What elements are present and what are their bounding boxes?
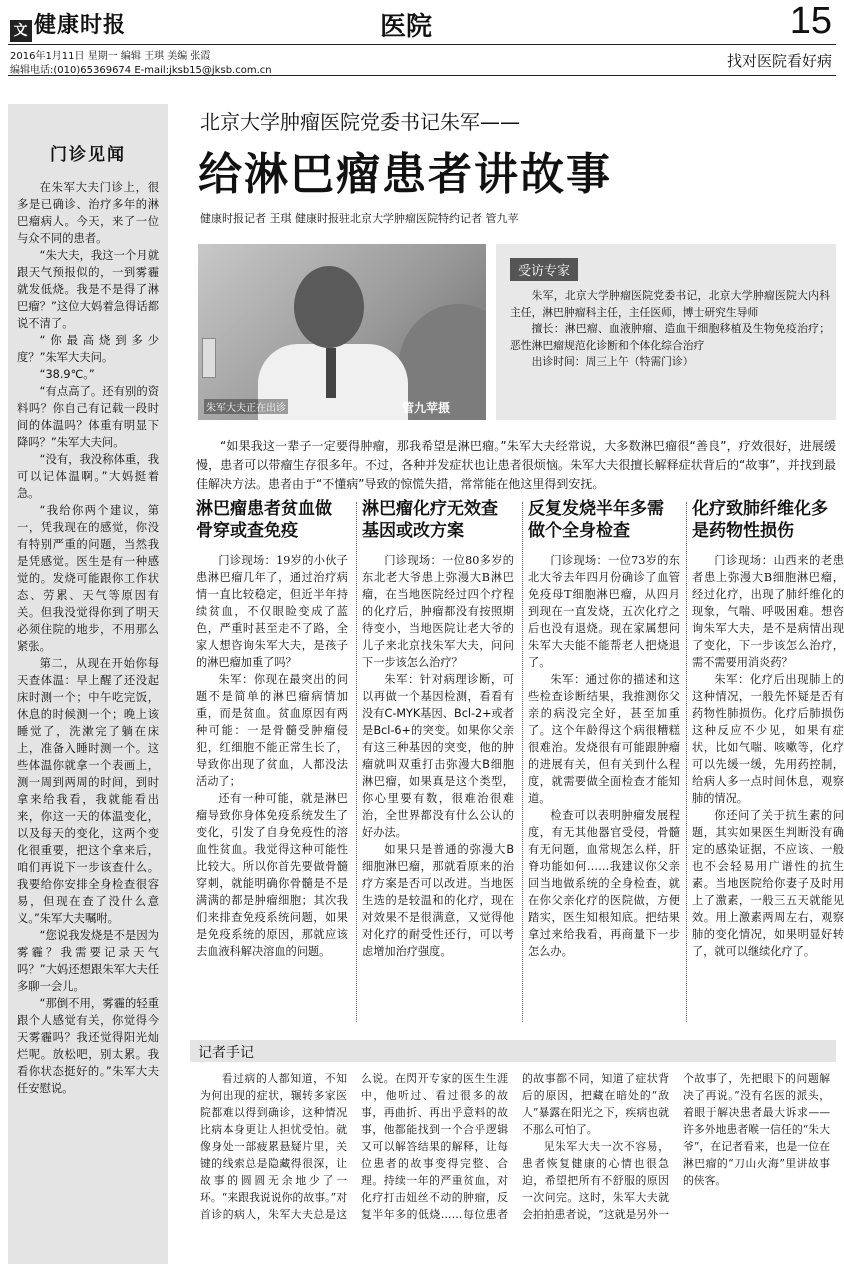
- sidebar-clinic-notes: [8, 104, 168, 1264]
- column-pulmonary-fibrosis: [692, 498, 844, 960]
- notes-body: [200, 1070, 830, 1260]
- notes-title: 记者手记: [198, 1045, 254, 1061]
- column-paragraph: 如果只是普通的弥漫大B细胞淋巴瘤，那就看原来的治疗方案是否可以改进。当地医生选的是较温和的化疗，现在对效果不是很满意，又觉得他对化疗的耐受性还行，可以考虑增加治疗强度。: [362, 843, 514, 958]
- expert-clinic-time: 出诊时间：周三上午（特需门诊）: [531, 355, 694, 368]
- column-divider: [522, 502, 523, 1022]
- newspaper-logo: [10, 8, 126, 42]
- sidebar-paragraph: 在朱军大夫门诊上，很多是已确诊、治疗多年的淋巴瘤病人。今天，来了一位与众不同的患者。: [17, 181, 159, 245]
- logo-text: 健康时报: [34, 12, 127, 38]
- meta-line-contact: 编辑电话:(010)65369674 E-mail:jksb15@jksb.com.cn: [10, 65, 272, 76]
- sidebar-paragraph: “有点高了。还有别的资料吗？你自己有记载一段时间的体温吗？体重有明显下降吗？”朱军大夫问。: [17, 385, 159, 449]
- article-byline: 健康时报记者 王琪 健康时报驻北京大学肿瘤医院特约记者 管九苹: [200, 212, 519, 225]
- sidebar-paragraph: “我给你两个建议，第一，凭我现在的感觉，你没有特别严重的问题，当然我是凭感觉。医生是有一种感觉的。发烧可能跟你工作状态、劳累、天气等原因有关。但我没觉得你到了明天必须住院的地步，不用那么紧张。: [17, 504, 159, 653]
- photo-caption: 朱军大夫正在出诊: [204, 399, 288, 414]
- meta-line-date: 2016年1月11日 星期一 编辑 王琪 美编 张霞: [10, 51, 211, 62]
- bottle-shape: [202, 338, 216, 378]
- column-title: 反复发烧半年多需做个全身检查: [528, 499, 664, 541]
- expert-bio: 朱军，北京大学肿瘤医院党委书记，北京大学肿瘤医院大内科主任，淋巴肿瘤科主任，主任医师，博士研究生导师: [510, 289, 830, 319]
- logo-mark-icon: 文: [10, 20, 32, 42]
- column-divider: [356, 502, 357, 1022]
- header-rule: [8, 44, 836, 45]
- column-anemia: [196, 498, 348, 960]
- sidebar-paragraph: “那倒不用，雾霾的轻重跟个人感觉有关，你觉得今天雾霾吗？我还觉得阳光灿烂呢。放松吧，别太累。我看你状态挺好的。”朱军大夫任安慰说。: [17, 997, 159, 1095]
- column-paragraph: 还有一种可能，就是淋巴瘤导致你身体免疫系统发生了变化，引发了自身免疫性的溶血性贫血。我觉得这种可能性比较大。所以你首先要做骨髓穿刺，就能明确你骨髓是不是满满的都是肿瘤细胞；其次我们来排查免疫系统问题，如果是免疫系统的原因，那就应该去血液科解决溶血的问题。: [196, 792, 348, 958]
- column-paragraph: 朱军：化疗后出现肺上的这种情况，一般先怀疑是否有药物性肺损伤。化疗后肺损伤这种反应不少见，如果有症状，比如气喘、咳嗽等，化疗可以先缓一缓，先用药控制，给病人多一点时间休息，观察肺的情况。: [692, 673, 844, 805]
- sidebar-paragraph: “没有，我没称体重，我可以记体温啊。”大妈挺着急。: [17, 453, 159, 500]
- doctor-photo: [198, 244, 486, 420]
- column-paragraph: 门诊现场：一位73岁的东北大爷去年四月份确诊了血管免疫母T细胞淋巴瘤，从四月到现在一直发烧，五次化疗之后也没有退烧。现在家属想问朱军大夫能不能帮老人把烧退了。: [528, 554, 680, 669]
- notes-paragraph: 见朱军大夫一次不容易，患者恢复健康的心情也很急迫，希望把所有不舒服的原因一次问完。这时，朱军大夫就会拍拍患者说，“这就是另外一个故事了，先把眼下的问题解决了再说。”没有名医的派头，着眼于解决患者最大诉求——许多外地患者喉一信任的“朱大爷”，在记者看来，也是一位在淋巴瘤的“刀山火海”里讲故事的侠客。: [522, 1072, 830, 1221]
- article-headline: 给淋巴瘤患者讲故事: [198, 149, 612, 200]
- notes-header-bar: [190, 1040, 836, 1062]
- column-paragraph: 门诊现场：一位80多岁的东北老大爷患上弥漫大B淋巴瘤，在当地医院经过四个疗程的化疗后，肿瘤都没有按照期待变小，当地医院让老大爷的儿子来北京找朱军大夫，问问下一步该怎么治疗？: [362, 554, 514, 669]
- page-number: 15: [789, 0, 832, 42]
- sidebar-paragraph: 第二，从现在开始你每天查体温：早上醒了还没起床时测一个；中午吃完饭，休息的时候测一个；晚上该睡觉了，洗漱完了躺在床上，准备入睡时测一个。这些体温你就拿一个表画上，测一周到两周的时间，到时拿来给我看，我就能看出来，你这一天的体温变化，以及每天的变化，这两个变化很重要，把这个拿来后，咱们再说下一步该查什么。我要给你安排全身检查很容易，但现在查了没什么意义。”朱军大夫嘱咐。: [17, 657, 159, 925]
- column-title: 化疗致肺纤维化多是药物性损伤: [692, 499, 828, 541]
- expert-label: 受访专家: [510, 258, 578, 281]
- sidebar-paragraph: “38.9℃。”: [39, 368, 95, 381]
- photo-credit: 管九苹摄: [401, 401, 450, 415]
- sidebar-paragraph: “您说我发烧是不是因为雾霾？我需要记录天气吗？”大妈还想跟朱军大夫任多聊一会儿。: [17, 929, 159, 993]
- column-paragraph: 你还问了关于抗生素的问题，其实如果医生判断没有确定的感染证据，不应该、一般也不会轻易用广谱性的抗生素。当地医院给你妻子及时用上了激素，一般三五天就能见效。用上激素两周左右，观察肺的变化情况，如果明显好转了，就可以继续化疗了。: [692, 809, 844, 958]
- expert-specialty: 擅长：淋巴瘤、血液肿瘤、造血干细胞移植及生物免疫治疗；恶性淋巴瘤规范化诊断和个体化综合治疗: [510, 322, 830, 352]
- page-tagline: 找对医院看好病: [726, 52, 832, 70]
- column-paragraph: 朱军：你现在最突出的问题不是简单的淋巴瘤病情加重，而是贫血。贫血原因有两种可能：一是骨髓受肿瘤侵犯，红细胞不能正常生长了，导致你出现了贫血，人都没法活动了；: [196, 673, 348, 788]
- section-title: 医院: [380, 12, 433, 42]
- column-title: 淋巴瘤化疗无效查基因或改方案: [362, 499, 498, 541]
- column-title: 淋巴瘤患者贫血做骨穿或查免疫: [196, 499, 332, 541]
- sidebar-paragraph: “你最高烧到多少度？”朱军大夫问。: [17, 334, 159, 364]
- sidebar-title: 门诊见闻: [50, 145, 126, 165]
- column-paragraph: 朱军：通过你的描述和这些检查诊断结果，我推测你父亲的病没完全好，甚至加重了。这个年龄得这个病很糟糕很难治。发烧很有可能跟肿瘤的进展有关，但有关到什么程度，就需要做全面检查才能知道。: [528, 673, 680, 805]
- expert-text: [510, 288, 830, 371]
- tie-shape: [326, 348, 336, 398]
- column-paragraph: 检查可以表明肿瘤发展程度，有无其他器官受侵，骨髓有无问题，血常规怎么样，肝脊功能如何……我建议你父亲回当地做系统的全身检查，就在你父亲化疗的医院做，方便踏实，医生知根知底。把结果拿过来给我看，再商量下一步怎么办。: [528, 809, 680, 958]
- column-paragraph: 朱军：针对病理诊断，可以再做一个基因检测，看看有没有C-MYK基因、Bcl-2+或者是Bcl-6+的突变。如果你父亲有这三种基因的突变，他的肿瘤就叫双重打击弥漫大B细胞淋巴瘤，如果真是这个类型，你心里要有数，很难治很难治，全世界都没有什么公认的好办法。: [362, 673, 514, 839]
- sidebar-paragraph: “朱大夫，我这一个月就跟天气预报似的，一到雾霾就发低烧。我是不是得了淋巴瘤？”这位大妈着急得话都说不清了。: [17, 249, 159, 330]
- expert-box: [496, 244, 836, 420]
- column-paragraph: 门诊现场：山西来的老患者患上弥漫大B细胞淋巴瘤，经过化疗，出现了肺纤维化的现象，气喘、呼吸困难。想咨询朱军大夫，是不是病情出现了变化，下一步该怎么治疗，需不需要用消炎药？: [692, 554, 844, 669]
- column-fever: [528, 498, 680, 960]
- notes-paragraph: 看过病的人都知道，不知为何出现的症状，辗转多家医院都难以得到确诊，这种情况比病本身更让人担忧受怕。就像身处一部疲累悬疑片里，关键的线索总是隐藏得很深，让故事的圆圆无余地少了一环。“来跟我说说你的故事。”对首诊的病人，朱军大夫总是这么说。在閃开专家的医生生涯中，他听过、看过很多的故事，再曲折、再出乎意料的故事，他都能找到一个合乎逻辑又可以解答结果的解释，让每位患者的故事变得完整、合理。持续一年的严重贫血，对化疗打击妞丝不动的肿瘤，反复半年多的低烧……每位患者的故事都不同，知道了症状背后的原因，把藏在暗处的“敌人”暴露在阳光之下，疾病也就不那么可怕了。: [200, 1072, 669, 1221]
- column-paragraph: 门诊现场：19岁的小伙子患淋巴瘤几年了，通过治疗病情一直比较稳定，但近半年持续贫血，不仅眼睑变成了蓝色，严重时甚至走不了路，全家人想咨询朱军大夫，是孩子的淋巴瘤加重了吗？: [196, 554, 348, 669]
- header-rule-bottom: [8, 75, 836, 76]
- column-divider: [686, 502, 687, 1022]
- article-kicker: 北京大学肿瘤医院党委书记朱军——: [200, 110, 520, 134]
- column-chemo-ineffective: [362, 498, 514, 960]
- doctor-head-shape: [294, 266, 364, 348]
- article-intro: “如果我这一辈子一定要得肿瘤，那我希望是淋巴瘤。”朱军大夫经常说，大多数淋巴瘤很“善良”，疗效很好，进展缓慢，患者可以带瘤生存很多年。不过，各种并发症状也让患者很烦恼。朱军大夫很擅长解释症状背后的“故事”，并找到最佳解决方法。患者由于“不懂病”导致的惊慌失措，常常能在他这里得到安抚。: [196, 439, 836, 491]
